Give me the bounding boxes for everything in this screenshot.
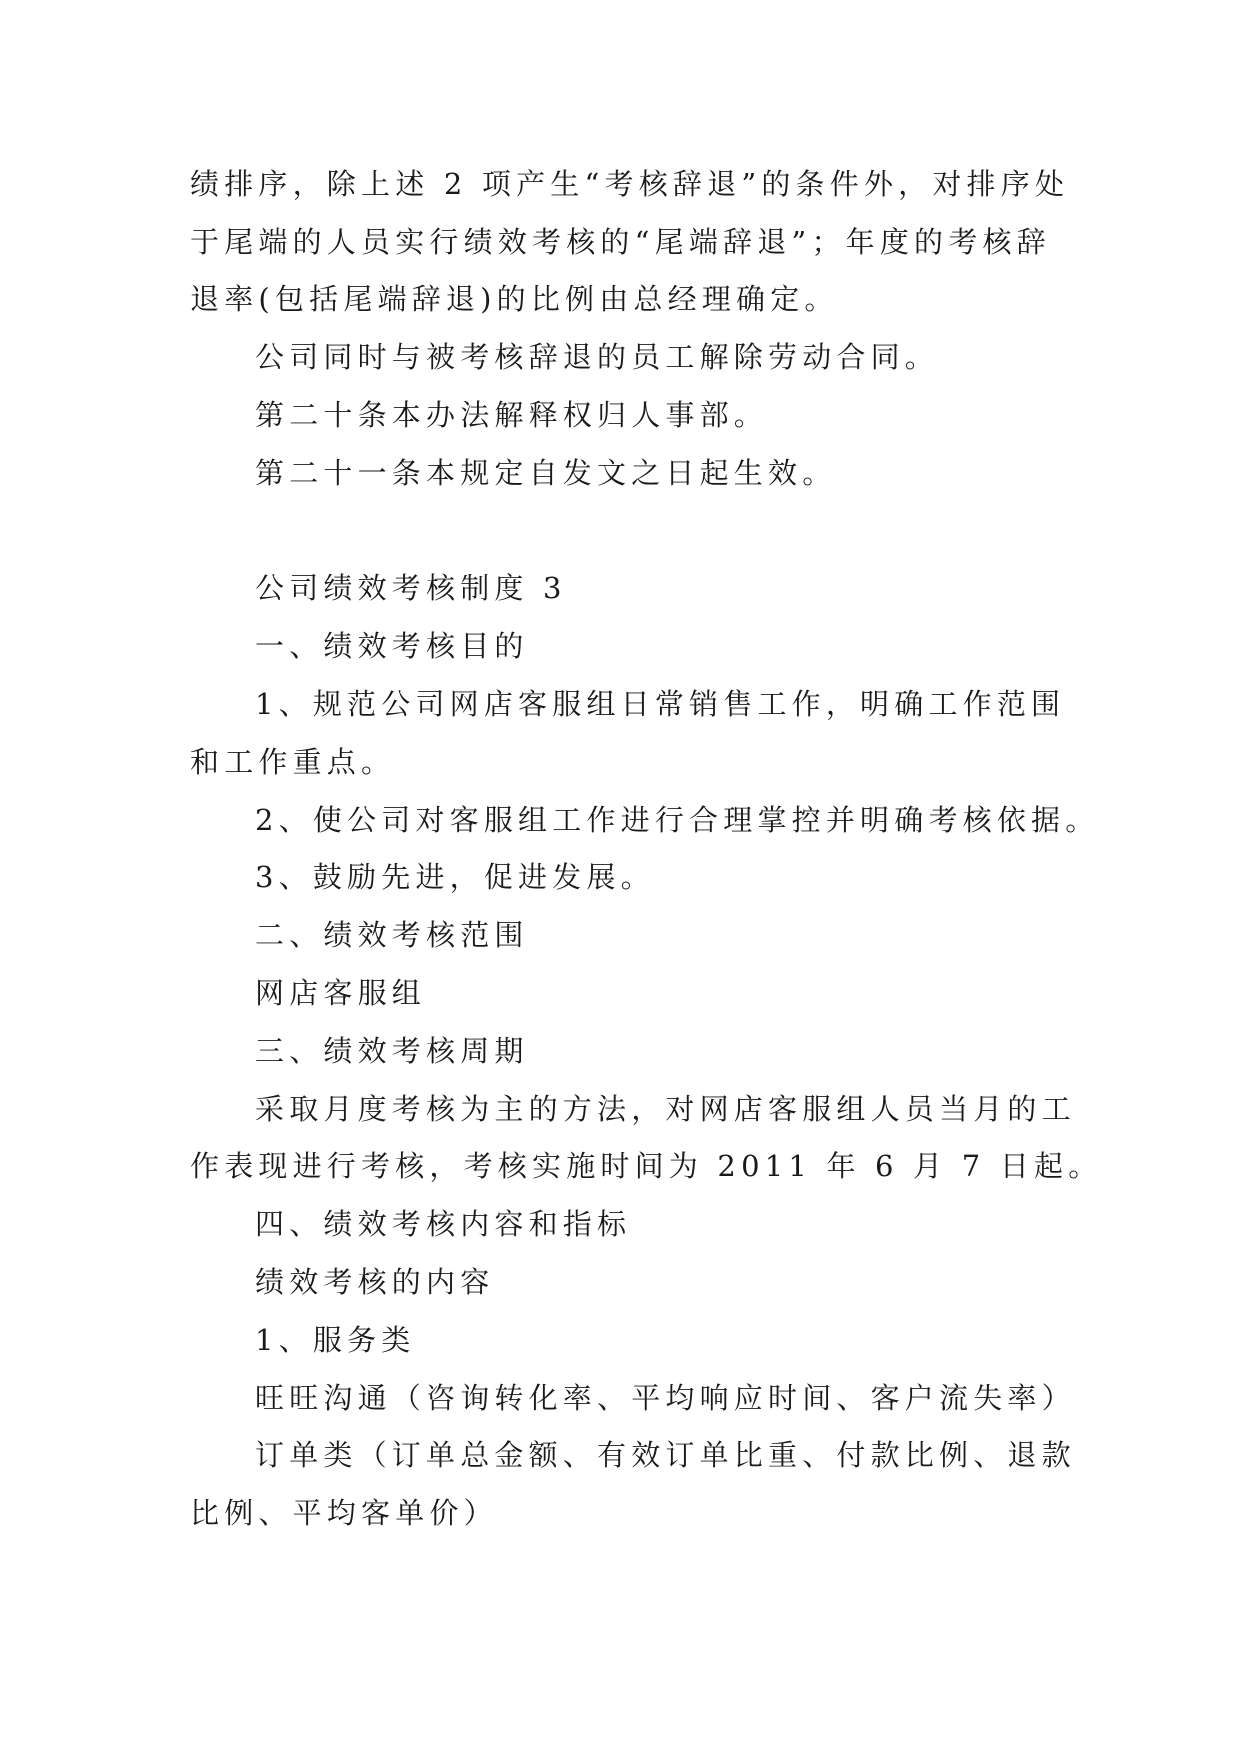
section-title: 公司绩效考核制度 3 [255,571,567,605]
text-line: 比例、平均客单价） [190,1496,498,1530]
text-line: 3、鼓励先进，促进发展。 [255,860,655,894]
text-line: 第二十条本办法解释权归人事部。 [255,398,769,432]
text-line: 作表现进行考核，考核实施时间为 2011 年 6 月 7 日起。 [190,1149,1103,1183]
text-line: 1、规范公司网店客服组日常销售工作，明确工作范围 [255,687,1066,721]
text-line: 和工作重点。 [190,745,396,779]
heading: 一、绩效考核目的 [255,629,529,663]
heading: 二、绩效考核范围 [255,918,529,952]
text-line: 退率(包括尾端辞退)的比例由总经理确定。 [190,282,839,316]
text-line: 于尾端的人员实行绩效考核的“尾端辞退”；年度的考核辞 [190,225,1051,259]
text-line: 绩排序，除上述 2 项产生“考核辞退”的条件外，对排序处 [190,167,1070,201]
text-line: 1、服务类 [255,1323,416,1357]
text-line: 订单类（订单总金额、有效订单比重、付款比例、退款 [255,1438,1076,1472]
text-line: 2、使公司对客服组工作进行合理掌控并明确考核依据。 [255,803,1100,837]
heading: 三、绩效考核周期 [255,1034,529,1068]
text-line: 公司同时与被考核辞退的员工解除劳动合同。 [255,340,940,374]
text-line: 绩效考核的内容 [255,1265,495,1299]
text-line: 网店客服组 [255,976,427,1010]
text-line: 第二十一条本规定自发文之日起生效。 [255,456,837,490]
text-line: 采取月度考核为主的方法，对网店客服组人员当月的工 [255,1092,1076,1126]
heading: 四、绩效考核内容和指标 [255,1207,632,1241]
text-line: 旺旺沟通（咨询转化率、平均响应时间、客户流失率） [255,1381,1076,1415]
